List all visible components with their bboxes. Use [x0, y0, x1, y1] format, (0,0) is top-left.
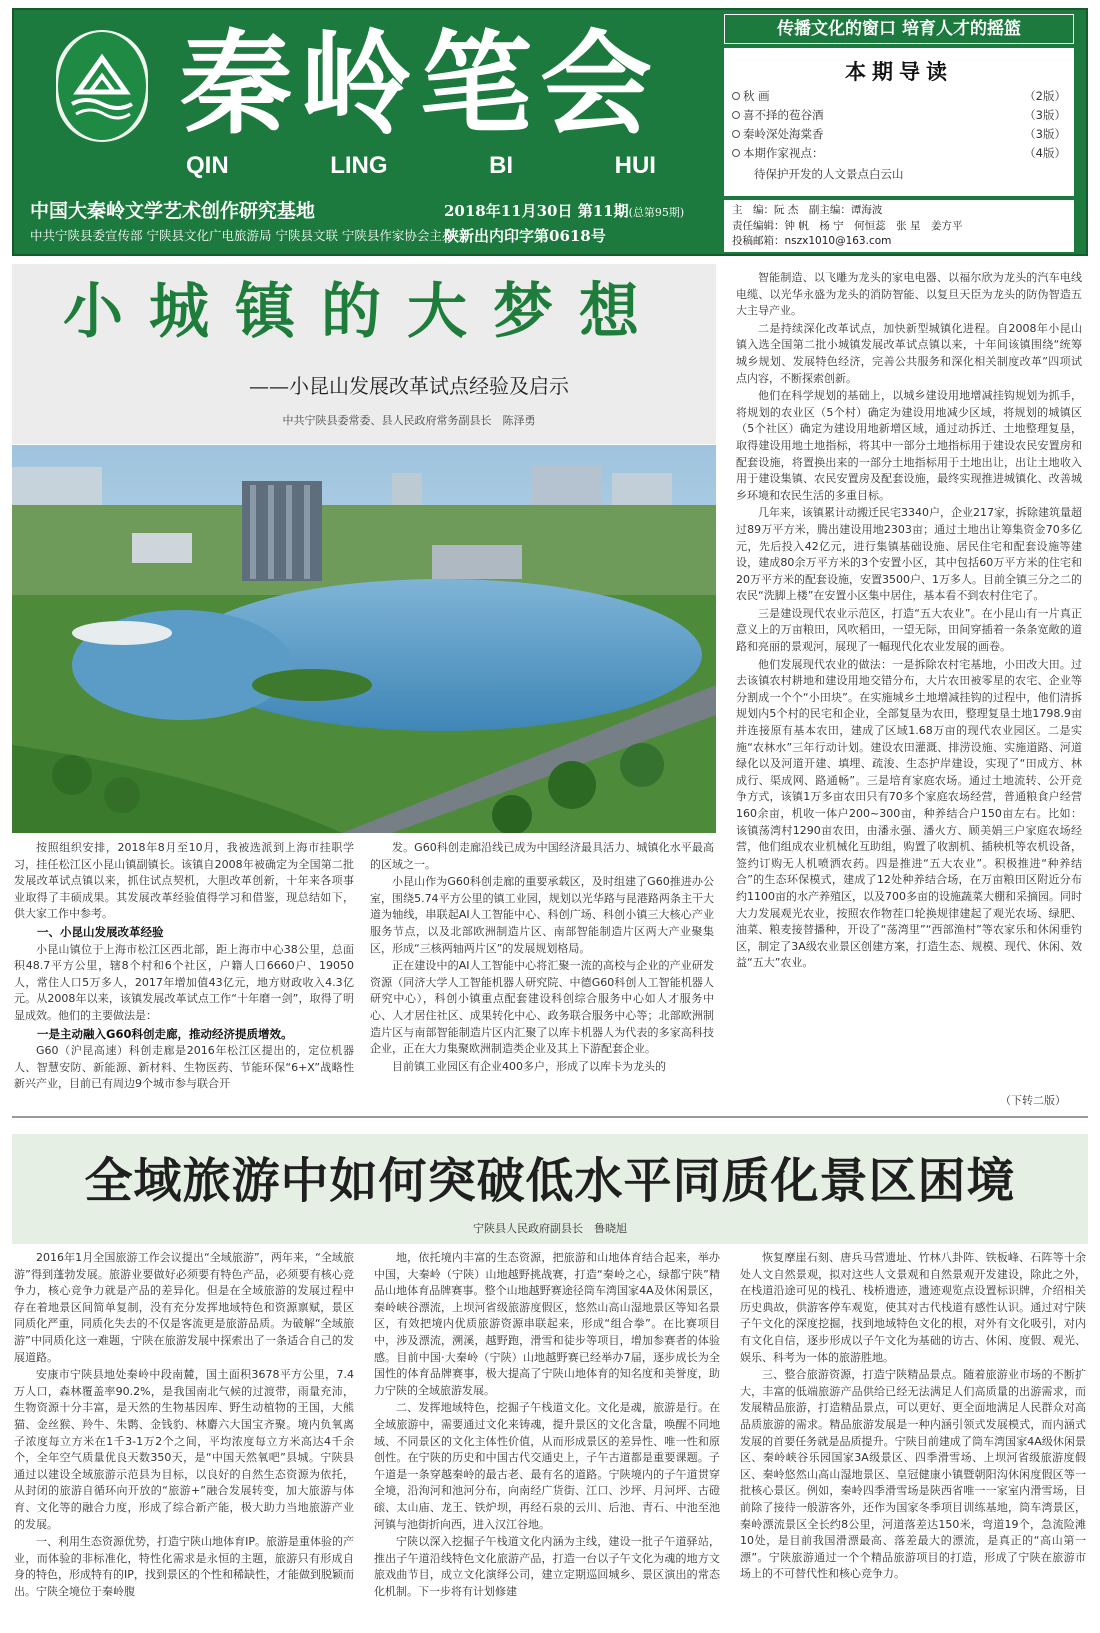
guide-item[interactable] [732, 107, 1066, 125]
guide-item[interactable] [732, 88, 1066, 106]
paragraph: 目前镇工业园区有企业400多户，形成了以库卡为龙头的 [392, 1059, 666, 1073]
newspaper-title: 秦岭笔会 [180, 19, 660, 150]
pinyin-syllable: QIN [186, 152, 229, 179]
paragraph: 二、发挥地域特色，挖掘子午栈道文化。文化是魂，旅游是行。在全域旅游中，需要通过文化来铸魂，提升景区的文化含量，唤醒不同地域、不同景区的文化主体性价值，从而形成景区的差异性、唯一性和原创性。在宁陕的历史和中国古代交通史上，子午古道都是重要课题。子午道是一条穿越秦岭的最古老、最有名的道路。宁陕境内的子午道贯穿全境，沿洵河和池河分布，向南经广货街、江口、沙坪、月河坪、古磴磙、太山庙、龙王、铁炉坝，再经石泉的云川、后池、青石、中池至池河镇与池街折向西，进入汉江谷地。 [374, 1401, 720, 1531]
guide-item-page: （2版） [1024, 89, 1066, 103]
logo-icon [56, 30, 148, 142]
article2-column-3 [740, 1250, 1086, 1628]
issue-guide-title: 本期导读 [845, 59, 953, 84]
paragraph: 小昆山镇位于上海市松江区西北部，距上海市中心38公里，总面积48.7平方公里，辖8个村和6个社区，户籍人口6660户、19050人，常住人口5万多人，2017年增加值43亿元，地方财政收入4.3亿元。从2008年以来，该镇发展改革试点工作“十年磨一剑”，取得了明显成效。他们的主要做法是： [14, 942, 354, 1022]
article2-title: 全域旅游中如何突破低水平同质化景区困境 [84, 1153, 1016, 1209]
pinyin-syllable: LING [330, 152, 388, 179]
issue-guide-box [724, 48, 1074, 196]
guide-item-label: 喜不择的苞谷酒 [743, 108, 824, 122]
article1-subtitle: ——小昆山发展改革试点经验及启示 [249, 374, 569, 398]
paragraph: 宁陕以深入挖掘子午栈道文化内涵为主线，建设一批子午道驿站，推出子午道沿线特色文化旅游产品，打造一台以子午文化为魂的地方文旅戏曲节目，成立文化演绎公司，建立定期巡回城乡、景区演出的常态化机制。下一步将有计划修建 [374, 1535, 720, 1598]
print-permit: 陕新出内印字第0618号 [444, 227, 606, 245]
staff-box [724, 200, 1074, 252]
paragraph: 发。G60科创走廊沿线已成为中国经济最具活力、城镇化水平最高的区域之一。 [370, 841, 714, 871]
staff-line: 主 编：阮 杰 副主编：谭海波 [732, 204, 883, 216]
bullet-icon [732, 149, 740, 157]
paragraph: 一、利用生态资源优势，打造宁陕山地体育IP。旅游是重体验的产业，而体验的非标准化，特性化需求是永恒的主题，旅游只有形成自身的特色，形成特有的IP，找到景区的个性和稀缺性，才能做到脱颖而出。宁陕全境位于秦岭腹 [14, 1535, 354, 1598]
newspaper-title-pinyin [186, 152, 656, 180]
guide-item-label: 秋 画 [743, 89, 770, 103]
guide-item-page: （3版） [1024, 127, 1066, 141]
paragraph: 三是建设现代农业示范区，打造“五大农业”。在小昆山有一片真正意义上的万亩粮田，风吹稻田，一望无际，田间穿插着一条条宽敞的道路和亮丽的景观河，展现了一幅现代化农业发展的画卷。 [736, 606, 1082, 654]
pinyin-syllable: HUI [614, 152, 656, 179]
staff-line: 责任编辑：钟 帆 杨 宁 何恒蕊 张 星 姜方平 [732, 219, 963, 232]
paragraph: 恢复摩崖石刻、唐兵马营遗址、竹林八卦阵、铁板峰、石阵等十余处人文自然景观，拟对这些人文景观和自然景观开发建设，除此之外，在栈道沿途可见的栈孔、栈桥遗迹，遗迹观览点设置标识牌，介绍相关历史典故，供游客停车观览，使其对古代栈道有感性认识。通过对宁陕子午文化的深度挖掘，找到地域特色文化的根，对外有文化吸引，对内有文化自信，逐步形成以子午文化为基础的访古、休闲、度假、观光、娱乐、科考为一体的旅游胜地。 [740, 1251, 1086, 1364]
bullet-icon [732, 92, 740, 100]
organization-name: 中国大秦岭文学艺术创作研究基地 [30, 200, 316, 222]
pinyin-syllable: BI [489, 152, 514, 179]
section-divider [12, 1116, 1088, 1118]
paragraph: 按照组织安排，2018年8月至10月，我被选派到上海市挂职学习，挂任松江区小昆山镇副镇长。该镇自2008年被确定为全国第二批发展改革试点镇以来，抓住试点契机，大胆改革创新，十年来各项事业取得了丰硕成果。其发展改革经验值得学习和借鉴，现总结如下，供大家工作中参考。 [14, 841, 354, 921]
article2-author: 宁陕县人民政府副县长 鲁晓旭 [473, 1222, 627, 1235]
staff-email[interactable]: 投稿邮箱：nszx1010@163.com [732, 235, 892, 247]
continued-note: （下转二版） [1000, 1094, 1066, 1107]
sponsors-line: 中共宁陕县委宣传部 宁陕县文化广电旅游局 宁陕县文联 宁陕县作家协会主办 [30, 228, 455, 243]
article1-title: 小城镇的大梦想 [63, 277, 665, 347]
guide-item[interactable] [732, 126, 1066, 144]
bullet-icon [732, 130, 740, 138]
bullet-icon [732, 111, 740, 119]
paragraph: 他们发展现代农业的做法：一是拆除农村宅基地，小田改大田。过去该镇农村耕地和建设用地交错分布，大片农田被零星的农宅、企业等分割成一个个“小田块”。在实施城乡土地增减挂钩的过程中，他们清拆规划内5个村的民宅和企业，全部复垦为农田，整理复垦土地1798.9亩并连接原有基本农田，建成了区域1.68万亩的现代农业园区。二是实施“农林水”三年行动计划。建设农田灌溉、排涝设施、实施道路、河道绿化以及河道开建、填埋、疏浚、生态护岸建设，实现了“田成方、林成行、渠成网、路通畅”。三是培育家庭农场。通过土地流转、公开竞争方式，该镇1万多亩农田只有70多个家庭农场经营，普通粮食户经营160余亩，机收一体户200~300亩，种养结合户150亩左右。比如：该镇荡湾村1290亩农田，由潘永强、潘火方、顾美娟三户家庭农场经营，他们组成农业机械化互助组，购置了收割机、插秧机等农机设备，签约订购无人机喷洒农药。四是推进“五大农业”。积极推进“种养结合”的生态环保模式，建成了12处种养结合场，在万亩粮田区附近分布约1100亩的水产养殖区，以及700多亩的设施蔬菜大棚和采摘园。同时大力发展观光农业，按照农作物茬口轮换规律建起了观光农场、绿肥、油菜、粮麦接替播种，开设了“荡湾里”“西部渔村”等农家乐和休闲垂钓区，制定了3A级农业景区创建方案，打造生态、规模、现代、休闲、效益“五大”农业。 [736, 657, 1082, 970]
paragraph: 他们在科学规划的基础上，以城乡建设用地增减挂钩规划为抓手，将规划的农业区（5个村）确定为建设用地减少区域，将规划的城镇区（5个社区）确定为建设用地新增区域，通过动拆迁、土地整理复垦，取得建设用地土地指标，将其中一部分土地指标用于建设农民安置房和配套设施，将置换出来的一部分土地指标用于土地出让，出让土地收入用于建设集镇、农民安置房及配套设施，最终实现推进城镇化、改善城乡环境和农民生活的多重目标。 [736, 389, 1082, 502]
logo-emblem [56, 30, 148, 142]
guide-item-page: （3版） [1024, 108, 1066, 122]
slogan: 传播文化的窗口 培育人才的摇篮 [724, 14, 1074, 44]
guide-item[interactable] [732, 145, 1066, 163]
article1-column-3 [736, 270, 1082, 1106]
paragraph: 几年来，该镇累计动搬迁民宅3340户，企业217家，拆除建筑量超过89万平方米，腾出建设用地2303亩；通过土地出让筹集资金70多亿元，先后投入42亿元，进行集镇基础设施、居民住宅和配套设施等建设，建成80余万平方米的3个安置小区，其中包括60万平方米的住宅和20万平方米的配套设施，安置3500户、1万多人。目前全镇三分之二的农民“洗脚上楼”在安置小区集中居住，基本看不到农村住宅了。 [736, 506, 1082, 603]
paragraph: 2016年1月全国旅游工作会议提出“全域旅游”，两年来，“全域旅游”得到蓬勃发展。旅游业要做好必须要有特色产品，必须要有核心竞争力，核心竞争力就是产品的差异化。但是在全域旅游的发展过程中存在着地景区间简单复制，没有充分发挥地域特色和资源禀赋，景区同质化严重，同质化失去的不仅是客流更是旅游品质。为破解“全域旅游”中同质化这一难题，宁陕在旅游发展中探索出了一条适合自己的发展道路。 [14, 1251, 354, 1364]
section-heading: 一是主动融入G60科创走廊，推动经济提质增效。 [37, 1026, 293, 1041]
article2-column-1 [14, 1250, 354, 1628]
paragraph: 正在建设中的AI人工智能中心将汇聚一流的高校与企业的产业研发资源（同济大学人工智能机器人研究院、中德G60科创人工智能机器人研究中心），科创小镇重点配套建设科创综合服务中心如人才服务中心、人才居住社区、成果转化中心、政务联合服务中心等；北部欧洲制造片区与南部智能制造片区内汇聚了以库卡机器人为代表的多家高科技企业，正在大力集聚欧洲制造类企业及其上下游配套企业。 [370, 959, 714, 1056]
issue-total: (总第95期) [628, 206, 685, 219]
paragraph: 小昆山作为G60科创走廊的重要承载区，及时组建了G60推进办公室，围绕5.74平方公里的镇工业园，规划以光华路与昆港路两条主干大道为轴线，串联起AI人工智能中心、科创广场、科创小镇三大核心产业服务节点，以及北部欧洲制造片区、南部智能制造片区两大产业聚集区，形成“三核两轴两片区”的发展规划格局。 [370, 875, 714, 955]
guide-item-subtitle: 待保护开发的人文景点白云山 [754, 167, 904, 181]
article1-column-1 [14, 840, 354, 1106]
date-issue-text: 2018年11月30日 第11期 [444, 202, 629, 220]
guide-item-page: （4版） [1024, 146, 1066, 160]
article1-column-2 [370, 840, 714, 1106]
paragraph: 二是持续深化改革试点，加快新型城镇化进程。自2008年小昆山镇入选全国第二批小城镇发展改革试点镇以来，十年间该镇围绕“统筹城乡规划、发展特色经济，完善公共服务和深化相关制度改革”四项试点内容，不断探索创新。 [736, 321, 1082, 385]
town-aerial-photo [12, 445, 716, 833]
paragraph: 安康市宁陕县地处秦岭中段南麓，国土面积3678平方公里，7.4万人口，森林覆盖率90.2%，是我国南北气候的过渡带，雨量充沛，生物资源十分丰富，是天然的生物基因库、野生动植物的王国，大熊猫、金丝猴、羚牛、朱鹮、金钱豹、林麝六大国宝齐聚。境内负氧离子浓度每立方米在1千3-1万2个之间，平均浓度每立方米高达4千余个，全年空气质量优良天数350天，是“中国天然氧吧”县城。宁陕县通过以建设全域旅游示范县为目标，以良好的自然生态资源为依托，从封闭的旅游自循环向开放的“旅游+”融合发展转变，加大旅游与体育、文化等的融合力度，形成了综合新产能，极大助力当地旅游产业的发展。 [14, 1368, 354, 1531]
paragraph: 智能制造、以飞雕为龙头的家电电器、以福尔欣为龙头的汽车电线电缆、以光华永盛为龙头的消防智能、以复旦天臣为龙头的防伪智造五大主导产业。 [736, 271, 1082, 318]
paragraph: G60（沪昆高速）科创走廊是2016年松江区提出的，定位机器人、智慧安防、新能源、新材料、生物医药、节能环保“6+X”战略性新兴产业，目前已有周边9个城市参与联合开 [14, 1044, 354, 1091]
section-heading: 一、小昆山发展改革经验 [37, 924, 164, 939]
date-issue [444, 200, 684, 221]
guide-item-label: 秦岭深处海棠香 [743, 127, 824, 141]
guide-item-label: 本期作家视点： [743, 146, 824, 160]
paragraph: 地，依托境内丰富的生态资源，把旅游和山地体育结合起来，举办中国，大秦岭（宁陕）山地越野挑战赛，打造“秦岭之心，绿都宁陕”精品山地体育品牌赛事。整个山地越野赛途径筒车湾国家4A及休闲景区，秦岭峡谷漂流，上坝河省级旅游度假区，悠然山高山湿地景区等知名景区，有效把境内优质旅游资源串联起来，形成“组合拳”。在比赛项目中，涉及漂流，溯溪，越野跑，滑雪和徒步等项目，增加参赛者的体验感。目前中国·大秦岭（宁陕）山地越野赛已经举办7届，逐步成长为全国性的体育品牌赛事，极大提高了宁陕山地体育的知名度和美誉度，助力宁陕的全域旅游发展。 [374, 1251, 720, 1397]
article2-column-2 [374, 1250, 720, 1628]
article1-author: 中共宁陕县委常委、县人民政府常务副县长 陈泽勇 [282, 414, 536, 427]
paragraph: 三、整合旅游资源，打造宁陕精品景点。随着旅游业市场的不断扩大，丰富的低端旅游产品供给已经无法满足人们高质量的出游需求，而发展精品旅游，打造精品景点，可以更好、更全面地满足人民群众对高品质旅游的需求。精品旅游发展是一种内涵引领式发展模式，而内涵式发展的首要任务就是品质提升。宁陕目前建成了筒车湾国家4A级休闲景区、秦岭峡谷乐园国家3A级景区、四季滑雪场、上坝河省级旅游度假区、秦岭悠然山高山湿地景区、皇冠健康小镇暨朝阳沟休闲度假区等一批核心景区。例如，秦岭四季滑雪场是陕西省唯一一家室内滑雪场，目前除了接待一般游客外，还作为国家冬季项目训练基地，筒车湾景区，秦岭漂流景区全长约8公里，河道落差达150米，弯道19个，急流险滩10处，是目前我国滑漂最高、落差最大的漂流，是真正的“高山第一漂”。宁陕旅游通过一个个精品旅游项目的打造，形成了宁陕在旅游市场上的不可替代性和核心竞争力。 [740, 1368, 1086, 1581]
